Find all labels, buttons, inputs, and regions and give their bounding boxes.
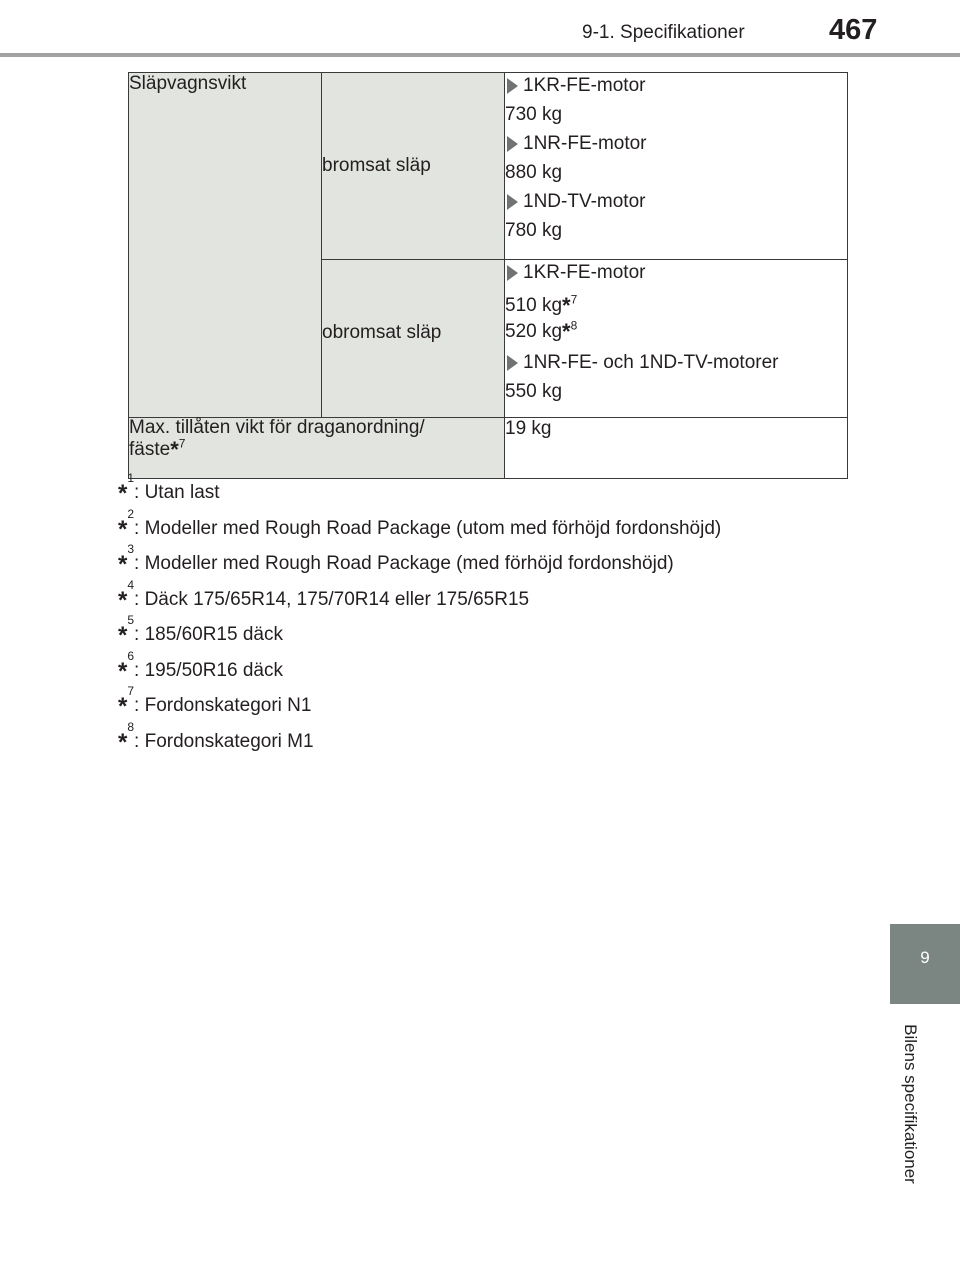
engine-entry [505,350,847,376]
engine-name: 1ND-TV-motor [523,191,646,212]
engine-name: 1NR-FE- och 1ND-TV-motorer [523,352,779,373]
footnote: * $^5$ : 185/60R15 däck [118,613,283,649]
chapter-label-wrap [890,1004,930,1204]
weight-value: 780 kg [505,220,563,241]
footnote: * $^2$ : Modeller med Rough Road Package (utom med förhöjd fordonshöjd) [118,506,722,543]
engine-entry [505,260,847,286]
braked-trailer-cell [322,73,505,260]
footnote: * $^3$ : Modeller med Rough Road Package (med förhöjd fordonshöjd) [118,542,674,578]
footnote: * $^6$ : 195/50R16 däck [118,648,283,685]
header-divider [0,53,960,57]
engine-name: 1KR-FE-motor [523,75,646,96]
arrow-icon [507,194,518,210]
footnote-ref: 8 [570,318,578,333]
footnote: * : Utan last [118,480,220,507]
unbraked-trailer-label: obromsat släp [322,322,442,343]
weight-value: 510 kg*$^7$ [505,292,578,318]
page-number: 467 [829,14,878,46]
specification-table [128,72,848,479]
arrow-icon [507,78,518,94]
engine-entry [505,131,847,157]
arrow-icon [507,265,518,281]
engine-name: 1NR-FE-motor [523,133,647,154]
footnotes [118,482,721,766]
engine-entry [505,73,847,99]
engine-name: 1KR-FE-motor [523,262,646,283]
section-title: 9-1. Specifikationer [582,22,745,43]
trailer-weight-label: Släpvagnsvikt [129,73,322,418]
towbar-weight-value: 19 kg [505,418,848,479]
footnote: * $^8$ : Fordonskategori M1 [118,719,314,756]
arrow-icon [507,355,518,371]
unbraked-values-cell [505,260,848,418]
engine-entry [505,189,847,215]
footnote-ref: 7 [570,292,578,307]
braked-values-cell [505,73,848,260]
chapter-number: 9 [920,948,930,967]
weight-value: 550 kg [505,381,563,402]
weight-value: 730 kg [505,104,563,125]
towbar-weight-label: Max. tillåten vikt för draganordning/ fäste*$^7$ [129,418,505,479]
weight-value: 880 kg [505,162,563,183]
weight-value: 520 kg*$^8$ [505,318,578,344]
arrow-icon [507,136,518,152]
braked-trailer-label: bromsat släp [322,155,431,176]
footnote: * $^7$ : Fordonskategori N1 [118,684,312,720]
footnote: * $^4$ : Däck 175/65R14, 175/70R14 eller 175/65R15 [118,577,530,614]
chapter-tab [890,924,960,1004]
footnote-ref: 7 [178,436,186,451]
unbraked-trailer-cell [322,260,505,418]
chapter-title: Bilens specifikationer [901,1024,920,1184]
